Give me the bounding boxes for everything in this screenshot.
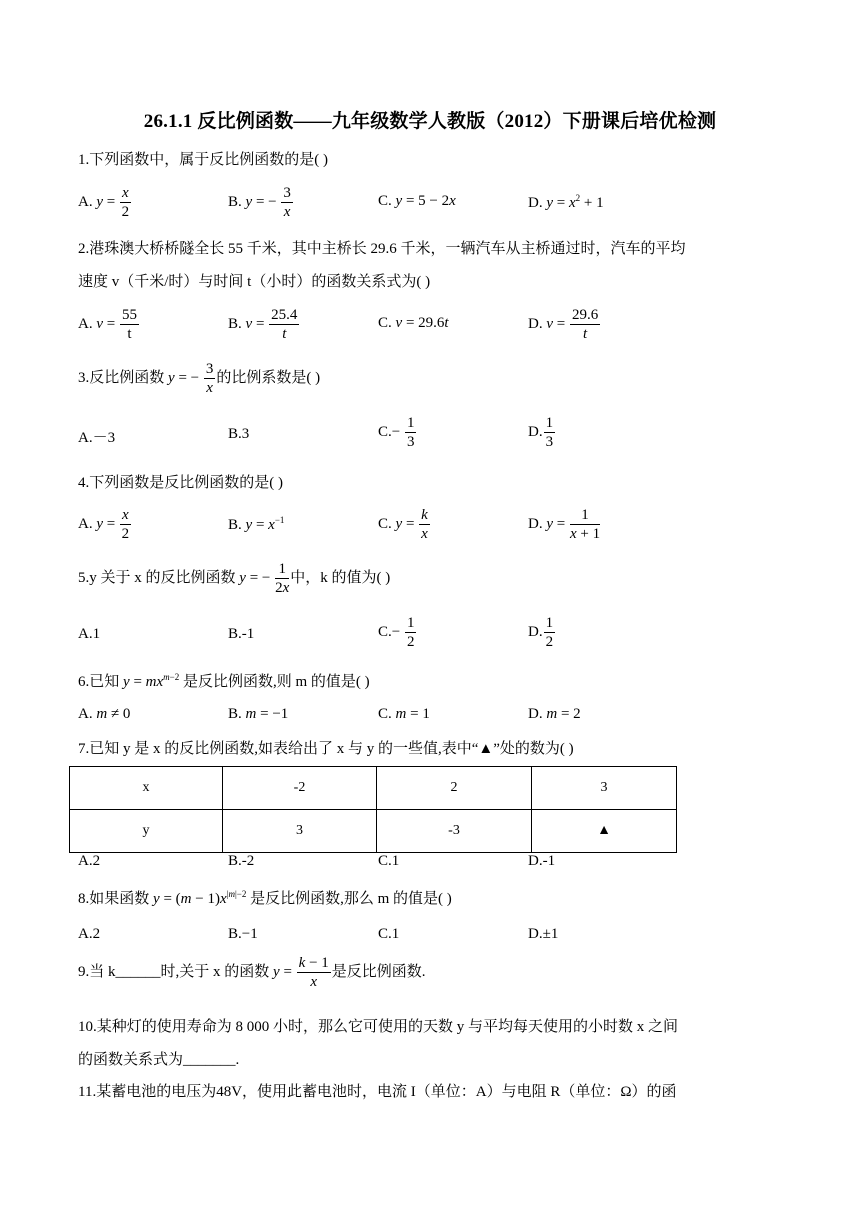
- question-10-stem-line1: 10.某种灯的使用寿命为 8 000 小时，那么它可使用的天数 y 与平均每天使用的小时数 x 之间: [78, 1019, 679, 1035]
- q1-option-a: A. y = $\frac{x}{2}$: [78, 185, 130, 220]
- table-cell: -2: [223, 767, 377, 810]
- q5-option-d: D. $\frac{1}{2}$: [528, 615, 554, 650]
- q2-option-d: D. v = $\frac{29.6}{t}$: [528, 307, 599, 342]
- q5-option-c: C.− $\frac{1}{2}$: [378, 615, 415, 650]
- q3-option-c: C.− $\frac{1}{3}$: [378, 415, 415, 450]
- q3-option-b: B.3: [228, 426, 250, 442]
- q2-option-c: C. v = 29.6t: [378, 315, 449, 331]
- question-6-stem: 6.已知 $y = mx^{m-2}$ 是反比例函数,则 m 的值是( ): [78, 672, 370, 690]
- question-3-stem: 3.反比例函数 y = − $\frac{3}{x}$ 的比例系数是( ): [78, 361, 321, 396]
- q6-option-d: D. m = 2: [528, 706, 581, 722]
- q8-option-a: A.2: [78, 926, 101, 942]
- question-4-stem: 4.下列函数是反比例函数的是( ): [78, 475, 283, 491]
- table-row: [70, 810, 677, 853]
- q8-option-c: C.1: [378, 926, 400, 942]
- q6-option-c: C. m = 1: [378, 706, 430, 722]
- q7-option-b: B.-2: [228, 853, 255, 869]
- table-cell: x: [70, 767, 223, 810]
- q4-option-c: C. y = $\frac{k}{x}$: [378, 507, 428, 542]
- q1-option-c: C. y = 5 − 2x: [378, 193, 456, 209]
- q5-option-b: B.-1: [228, 626, 255, 642]
- q3-option-a: A.－3: [78, 430, 116, 446]
- q5-option-a: A.1: [78, 626, 101, 642]
- question-10-stem-line2: 的函数关系式为_______.: [78, 1052, 240, 1068]
- question-11-stem-line1: 11.某蓄电池的电压为48V，使用此蓄电池时，电流 I（单位：A）与电阻 R（单位：Ω）的函: [78, 1084, 677, 1100]
- question-2-stem-line1: 2.港珠澳大桥桥隧全长 55 千米，其中主桥长 29.6 千米，一辆汽车从主桥通过时，汽车的平均: [78, 241, 686, 257]
- q6-option-a: A. m ≠ 0: [78, 706, 131, 722]
- table-row: [70, 767, 677, 810]
- q6-option-b: B. m = −1: [228, 706, 289, 722]
- q8-option-d: D.±1: [528, 926, 559, 942]
- table-cell: y: [70, 810, 223, 853]
- table-cell: 2: [377, 767, 532, 810]
- question-1-stem: 1.下列函数中，属于反比例函数的是( ): [78, 152, 328, 168]
- page-title: 26.1.1 反比例函数——九年级数学人教版（2012）下册课后培优检测: [143, 111, 717, 132]
- table-cell: ▲: [532, 810, 677, 853]
- question-8-stem: 8.如果函数 $y = (m - 1)x^{|m|-2}$ 是反比例函数,那么 m 的值是( ): [78, 889, 452, 907]
- q1-option-b: B. y = − $\frac{3}{x}$: [228, 185, 291, 220]
- table-cell: -3: [377, 810, 532, 853]
- q4-option-d: D. y = $\frac{1}{x + 1}$: [528, 507, 601, 542]
- xy-value-table: [69, 766, 677, 853]
- q2-option-a: A. v = $\frac{55}{t}$: [78, 307, 137, 342]
- question-7-stem: 7.已知 y 是 x 的反比例函数,如表给出了 x 与 y 的一些值,表中“▲”处的数为( ): [78, 741, 574, 757]
- q2-option-b: B. v = $\frac{25.4}{t}$: [228, 307, 298, 342]
- q8-option-b: B.−1: [228, 926, 258, 942]
- q4-option-a: A. y = $\frac{x}{2}$: [78, 507, 130, 542]
- table-cell: 3: [223, 810, 377, 853]
- q4-option-b: B. $y = x^{-1}$: [228, 515, 285, 533]
- q3-option-d: D. $\frac{1}{3}$: [528, 415, 554, 450]
- q7-option-a: A.2: [78, 853, 101, 869]
- q7-option-c: C.1: [378, 853, 400, 869]
- q1-option-d: D. $y = x^2 + 1$: [528, 193, 604, 211]
- question-9-stem: 9.当 k______时,关于 x 的函数 y = $\frac{k - 1}{x}$ 是反比例函数.: [78, 955, 426, 990]
- q7-option-d: D.-1: [528, 853, 556, 869]
- question-5-stem: 5.y 关于 x 的反比例函数 y = − $\frac{1}{2x}$ 中，k 的值为( ): [78, 561, 391, 596]
- question-2-stem-line2: 速度 v（千米/时）与时间 t（小时）的函数关系式为( ): [78, 274, 431, 290]
- table-cell: 3: [532, 767, 677, 810]
